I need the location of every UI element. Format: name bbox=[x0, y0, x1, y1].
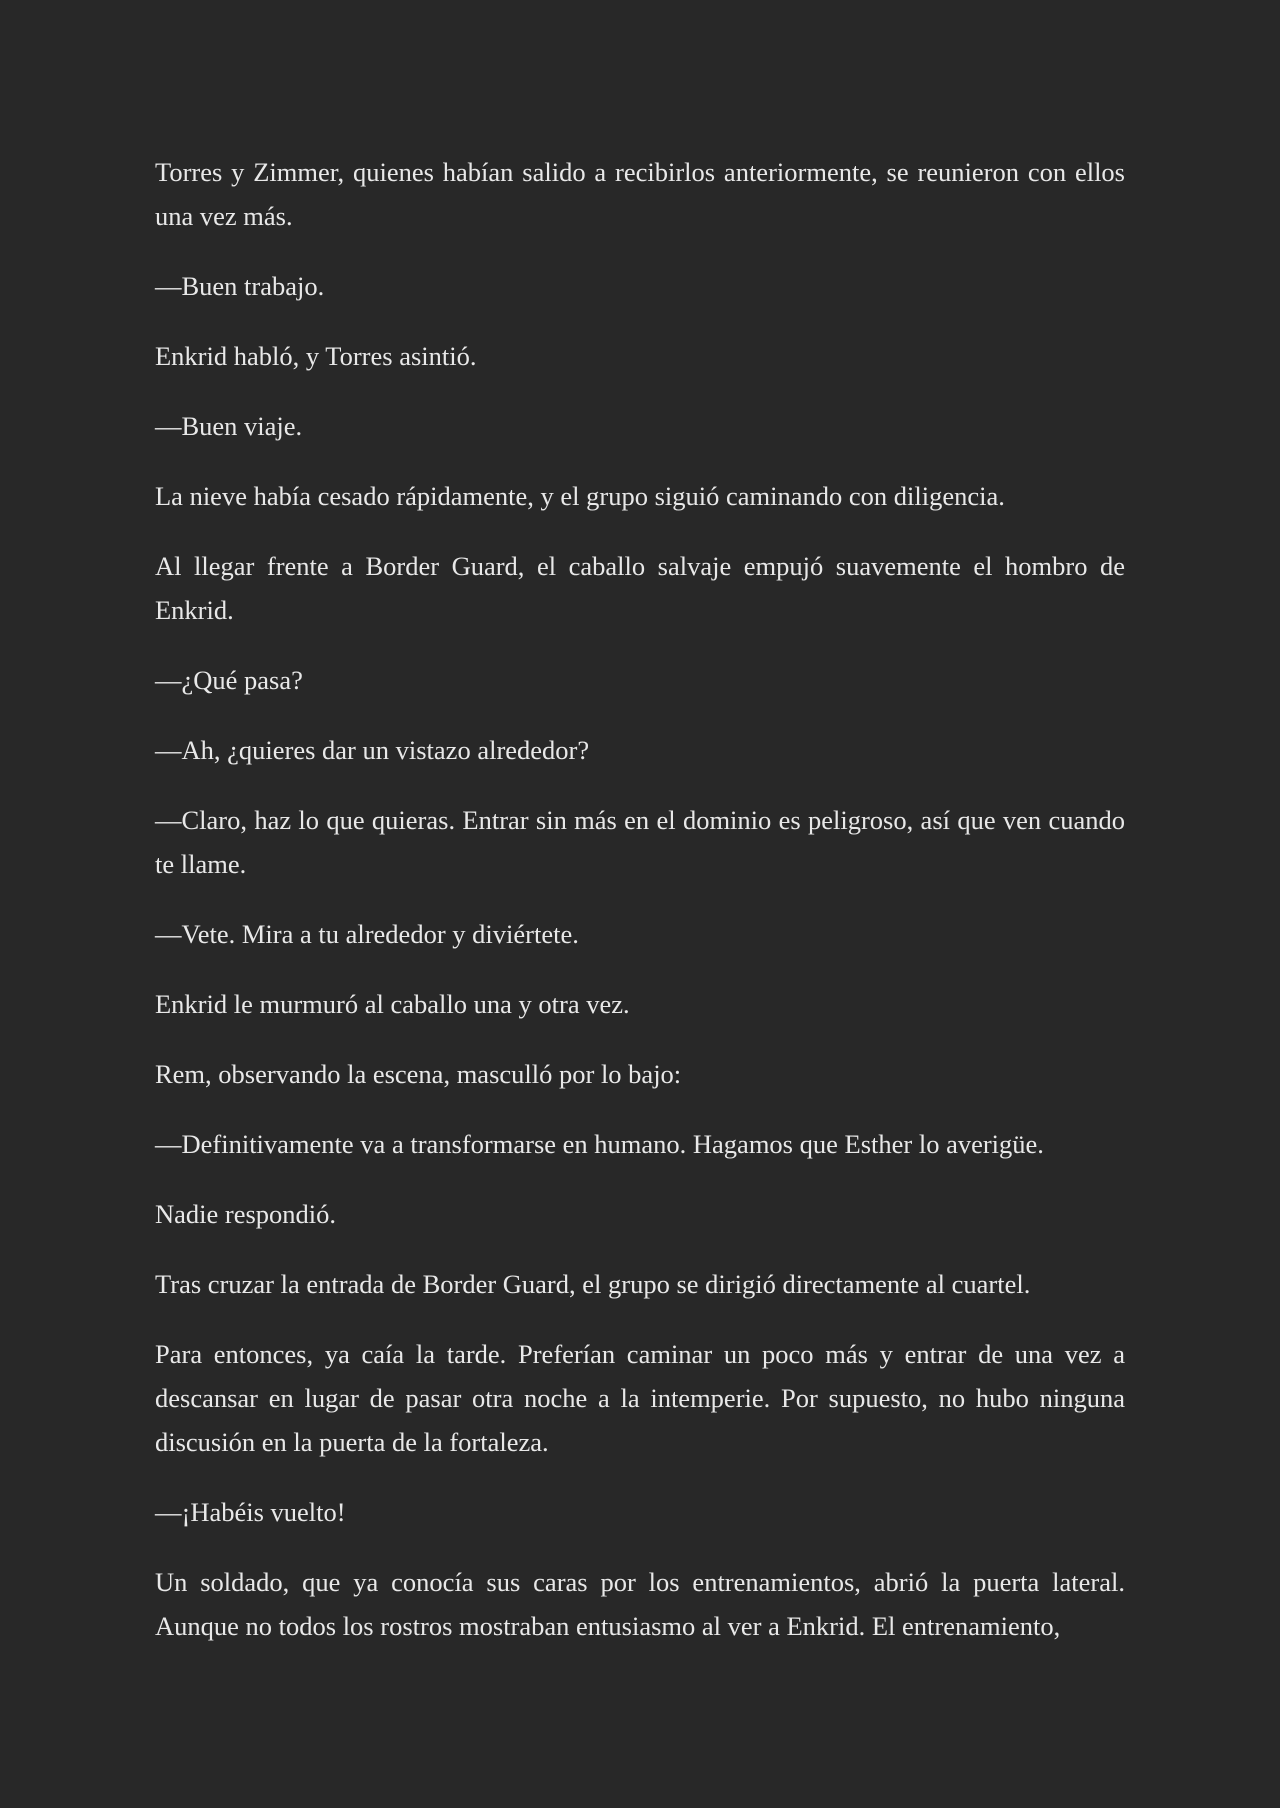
paragraph: Torres y Zimmer, quienes habían salido a recibirlos anteriormente, se reunieron con ellos una vez más. bbox=[155, 157, 1125, 231]
paragraph: Para entonces, ya caía la tarde. Preferían caminar un poco más y entrar de una vez a descansar en lugar de pasar otra noche a la intemperie. Por supuesto, no hubo ninguna discusión en la puerta de la fortaleza. bbox=[155, 1339, 1125, 1457]
paragraph: —¿Qué pasa? bbox=[155, 665, 303, 695]
paragraph: Tras cruzar la entrada de Border Guard, el grupo se dirigió directamente al cuartel. bbox=[155, 1269, 1031, 1299]
paragraph: Enkrid habló, y Torres asintió. bbox=[155, 341, 477, 371]
paragraph: Un soldado, que ya conocía sus caras por los entrenamientos, abrió la puerta lateral. Aunque no todos los rostros mostraban entusiasmo al ver a Enkrid. El entrenamiento, bbox=[155, 1567, 1125, 1641]
paragraph: —Definitivamente va a transformarse en humano. Hagamos que Esther lo averigüe. bbox=[155, 1129, 1044, 1159]
paragraph: Nadie respondió. bbox=[155, 1199, 337, 1229]
paragraph: —Vete. Mira a tu alrededor y diviértete. bbox=[155, 919, 579, 949]
paragraph: Enkrid le murmuró al caballo una y otra vez. bbox=[155, 989, 630, 1019]
paragraph: —Claro, haz lo que quieras. Entrar sin más en el dominio es peligroso, así que ven cuando te llame. bbox=[155, 805, 1125, 879]
paragraph: La nieve había cesado rápidamente, y el grupo siguió caminando con diligencia. bbox=[155, 481, 1005, 511]
paragraph: —¡Habéis vuelto! bbox=[155, 1497, 346, 1527]
paragraph: Al llegar frente a Border Guard, el caballo salvaje empujó suavemente el hombro de Enkrid. bbox=[155, 551, 1125, 625]
paragraph: Rem, observando la escena, masculló por lo bajo: bbox=[155, 1059, 682, 1089]
paragraph: —Buen viaje. bbox=[155, 411, 303, 441]
paragraph: —Buen trabajo. bbox=[155, 271, 325, 301]
reading-pane bbox=[155, 150, 1125, 1674]
paragraph: —Ah, ¿quieres dar un vistazo alrededor? bbox=[155, 735, 590, 765]
